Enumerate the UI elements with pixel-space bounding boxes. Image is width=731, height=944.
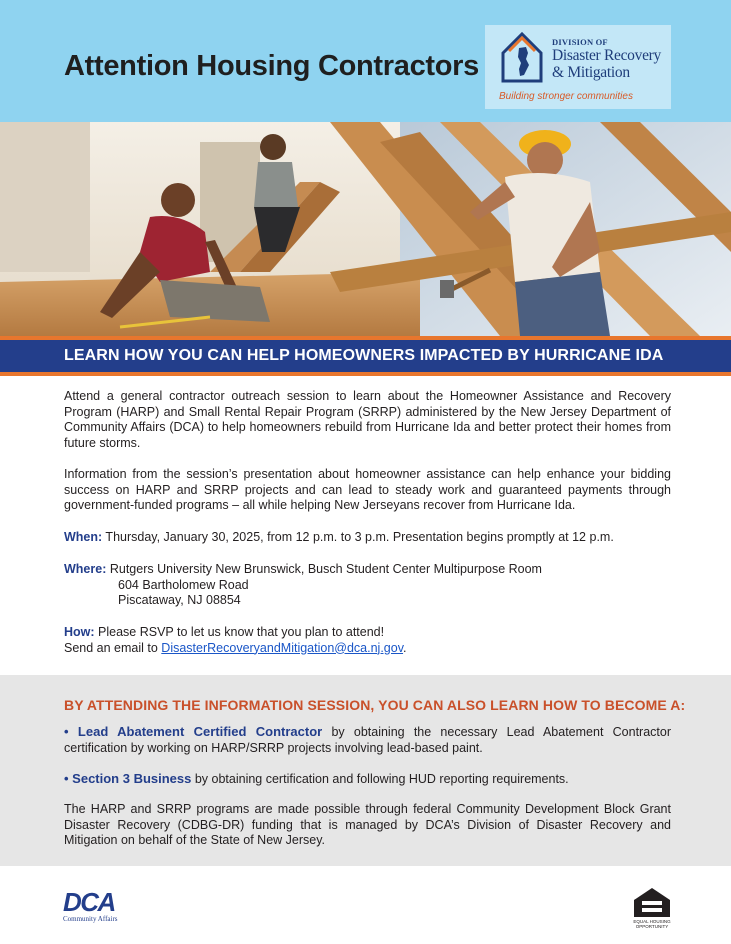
info-session-heading: BY ATTENDING THE INFORMATION SESSION, YOU CAN ALSO LEARN HOW TO BECOME A: bbox=[64, 697, 686, 713]
equal-housing-text: EQUAL HOUSING OPPORTUNITY bbox=[633, 919, 671, 929]
where-line-3: Piscataway, NJ 08854 bbox=[118, 593, 241, 608]
header bbox=[0, 0, 731, 122]
email-suffix: . bbox=[403, 640, 407, 655]
logo-line-2: & Mitigation bbox=[552, 64, 630, 81]
how-label: How: bbox=[64, 625, 95, 639]
lead-abatement-label: • Lead Abatement Certified Contractor bbox=[64, 724, 323, 739]
lead-abatement-item bbox=[64, 724, 671, 756]
where-line-2: 604 Bartholomew Road bbox=[118, 577, 249, 592]
banner-accent-bottom bbox=[0, 372, 731, 376]
how-text: Please RSVP to let us know that you plan to attend! bbox=[94, 625, 385, 639]
logo-division-of: DIVISION OF bbox=[552, 37, 608, 47]
when-label: When: bbox=[64, 530, 103, 544]
dca-logo bbox=[63, 887, 133, 927]
dca-logo-text: DCA bbox=[63, 887, 115, 917]
how-section bbox=[64, 625, 671, 656]
when-text: Thursday, January 30, 2025, from 12 p.m. to 3 p.m. Presentation begins promptly at 12 p.m. bbox=[102, 530, 614, 544]
equal-housing-logo bbox=[631, 886, 673, 930]
equal-housing-icon bbox=[631, 886, 673, 918]
logo-tagline: Building stronger communities bbox=[499, 91, 633, 102]
intro-paragraph: Attend a general contractor outreach session to learn about the Homeowner Assistance and Recovery Program (HARP) and Small Rental Repair Program (SRRP) administered by the New Jersey Department of Community Affairs (DCA) to help homeowners rebuild from Hurricane Ida and better protect their homes from future storms. bbox=[64, 389, 671, 450]
house-nj-icon bbox=[499, 29, 545, 85]
division-logo bbox=[485, 25, 671, 109]
headline-banner bbox=[0, 340, 731, 372]
page-title: Attention Housing Contractors bbox=[64, 50, 480, 82]
intro-paragraph-block bbox=[64, 389, 671, 451]
when-section bbox=[64, 530, 671, 546]
where-section bbox=[64, 562, 671, 609]
where-line-1: Rutgers University New Brunswick, Busch Student Center Multipurpose Room bbox=[106, 562, 542, 576]
banner-headline: LEARN HOW YOU CAN HELP HOMEOWNERS IMPACTED BY HURRICANE IDA bbox=[64, 347, 664, 364]
dca-logo-subtitle: Community Affairs bbox=[63, 915, 118, 923]
where-label: Where: bbox=[64, 562, 107, 576]
section3-label: • Section 3 Business bbox=[64, 771, 192, 786]
logo-line-1: Disaster Recovery bbox=[552, 47, 661, 64]
email-prefix: Send an email to bbox=[64, 640, 162, 655]
lead-abatement-text: by obtaining the necessary Lead Abatement Contractor certification by working on HARP/SRRP projects involving lead-based paint. bbox=[64, 725, 671, 755]
section3-item bbox=[64, 771, 671, 788]
section3-text: by obtaining certification and following HUD reporting requirements. bbox=[191, 772, 569, 786]
funding-paragraph: The HARP and SRRP programs are made possible through federal Community Development Block Grant Disaster Recovery (CDBG-DR) funding that is managed by DCA’s Division of Disaster Recovery and Mitigation on behalf of the State of New Jersey. bbox=[64, 802, 671, 848]
info-paragraph-block bbox=[64, 467, 671, 514]
info-session-section bbox=[0, 675, 731, 866]
hero-photo bbox=[0, 122, 731, 336]
email-link[interactable]: DisasterRecoveryandMitigation@dca.nj.gov bbox=[161, 640, 404, 655]
info-paragraph: Information from the session’s presentation about homeowner assistance can help enhance your bidding success on HARP and SRRP projects and can lead to steady work and guaranteed payments through government-funded programs – all while helping New Jerseyans recover from Hurricane Ida. bbox=[64, 467, 671, 513]
